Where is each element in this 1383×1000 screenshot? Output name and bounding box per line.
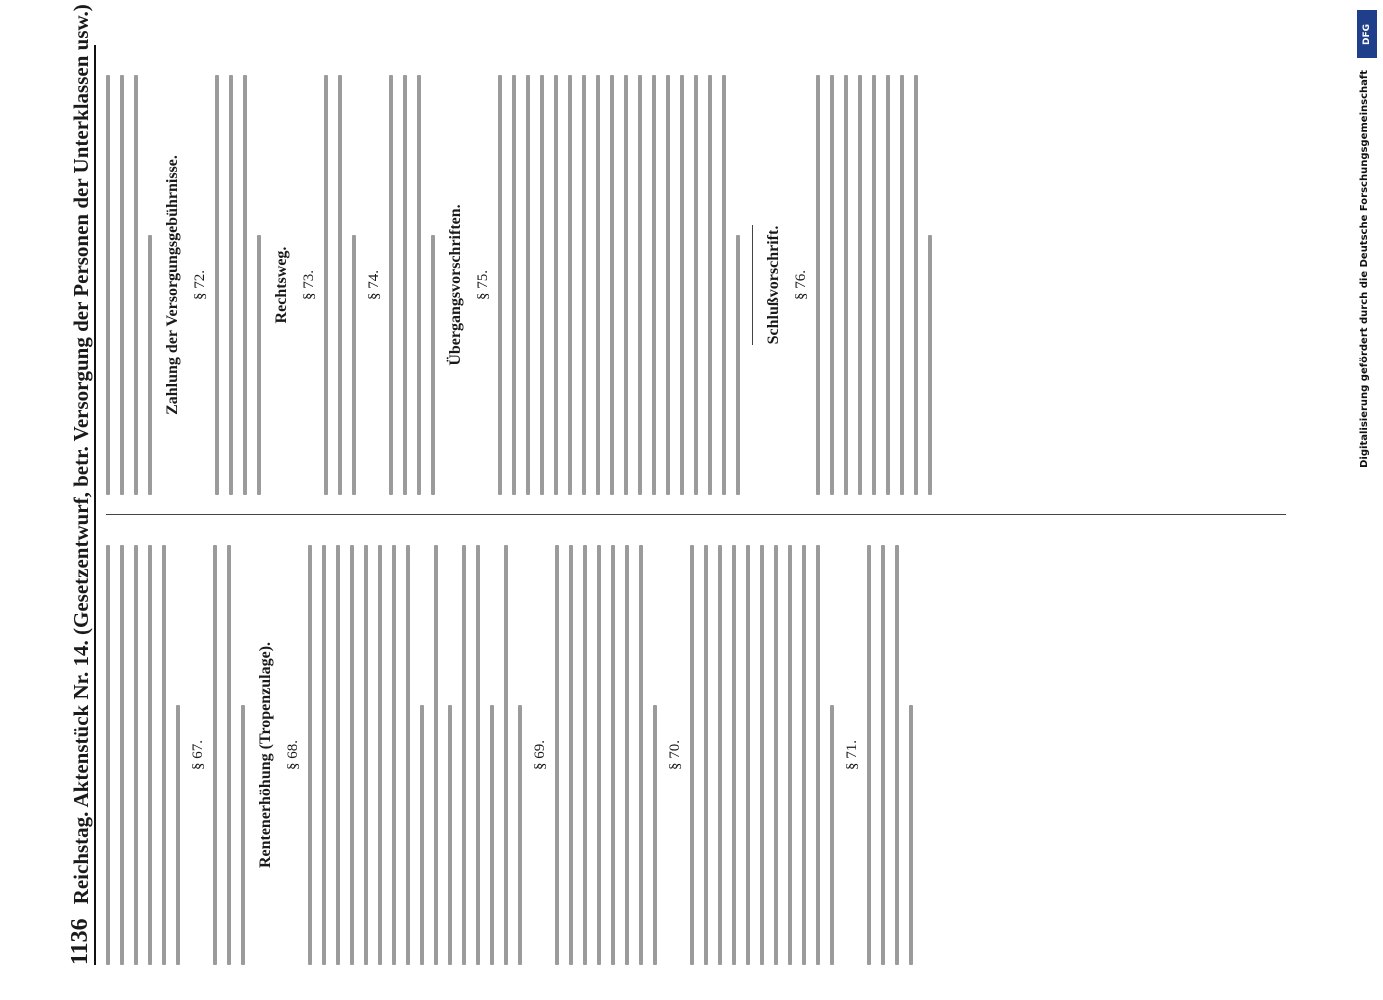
text-block <box>106 75 152 495</box>
text-block <box>555 545 657 965</box>
section-heading: Rentenerhöhung (Tropenzulage). <box>257 641 274 869</box>
section-heading: Rechtsweg. <box>273 246 290 324</box>
section-label: § 75. <box>475 270 491 300</box>
text-block <box>690 545 834 965</box>
page-header <box>60 4 96 965</box>
section-label: § 67. <box>190 740 206 770</box>
rotated-page-content <box>60 4 1330 965</box>
column-rule <box>106 514 1286 515</box>
section-label: § 68. <box>285 740 301 770</box>
text-block <box>215 75 261 495</box>
text-block <box>816 75 932 495</box>
section-heading: Übergangsvorschriften. <box>447 204 464 366</box>
section-label: § 69. <box>532 740 548 770</box>
left-column <box>106 545 1306 965</box>
page-number: 1136 <box>67 918 93 965</box>
numbered-list <box>434 545 494 965</box>
section-heading: Zahlung der Versorgungsgebührnisse. <box>164 155 181 415</box>
credit-text: Digitalisierung gefördert durch die Deutsche Forschungsgemeinschaft <box>1359 70 1370 468</box>
text-block <box>106 545 180 965</box>
digitization-credit <box>1357 10 1379 970</box>
section-label: § 76. <box>793 270 809 300</box>
section-heading: Schlußvorschrift. <box>765 225 782 345</box>
section-label: § 71. <box>844 740 860 770</box>
running-title: Reichstag. Aktenstück Nr. 14. (Gesetzentwurf, betr. Versorgung der Personen der Unterklassen usw.) <box>69 4 93 905</box>
separator-rule <box>752 225 753 345</box>
dfg-logo: DFG <box>1357 10 1377 58</box>
text-block <box>308 545 424 965</box>
section-label: § 72. <box>192 270 208 300</box>
section-label: § 73. <box>301 270 317 300</box>
text-block <box>389 75 435 495</box>
text-block <box>504 545 522 965</box>
right-column <box>106 75 1306 495</box>
text-block <box>498 75 740 495</box>
section-label: § 70. <box>667 740 683 770</box>
text-block <box>867 545 913 965</box>
text-block <box>213 545 245 965</box>
section-label: § 74. <box>366 270 382 300</box>
text-block <box>324 75 356 495</box>
